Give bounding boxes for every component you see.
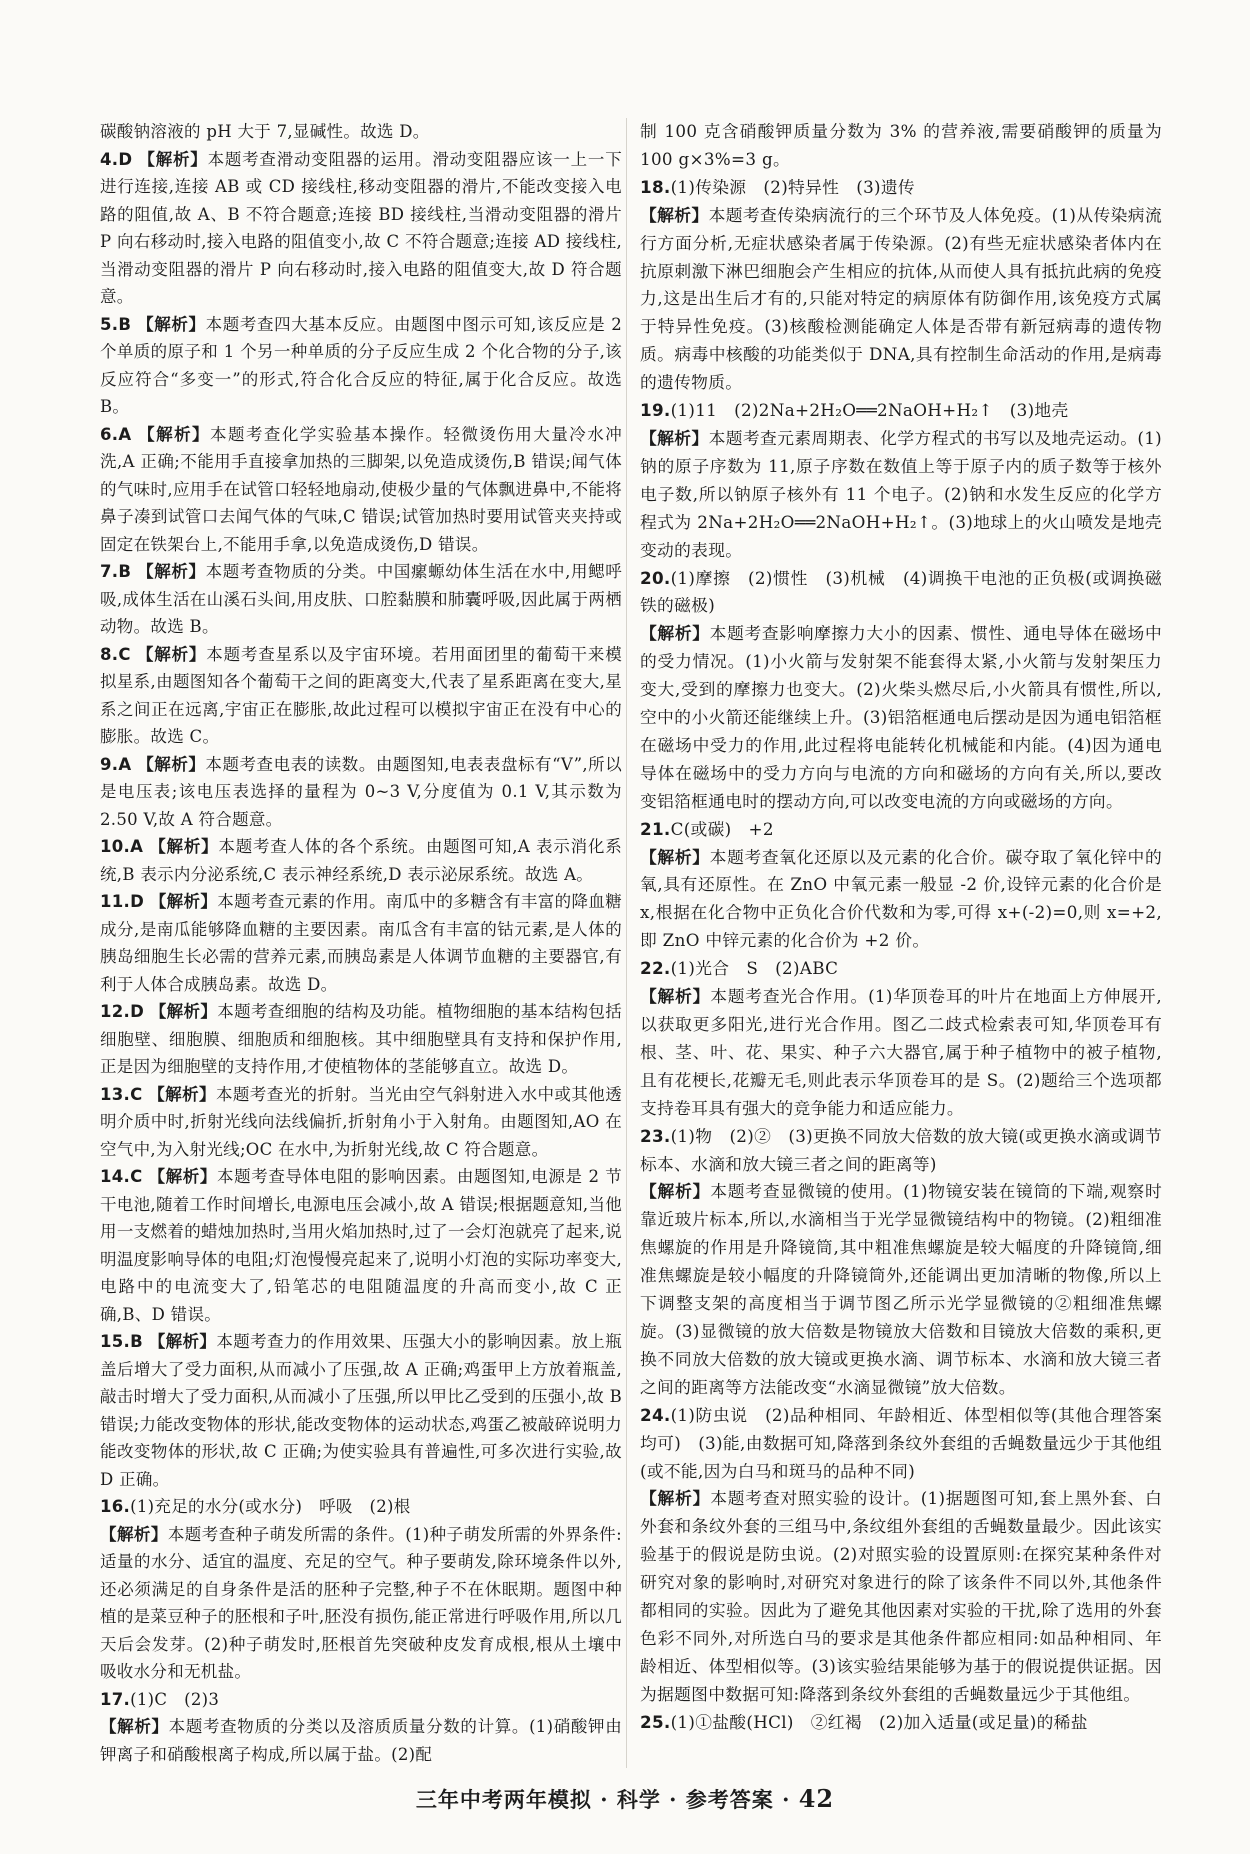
analysis-text: 本题考查物质的分类以及溶质质量分数的计算。(1)硝酸钾由钾离子和硝酸根离子构成,所以属于盐。(2)配	[100, 1717, 622, 1764]
question-number: 10.	[100, 837, 131, 856]
answer-entry	[100, 1493, 622, 1686]
answer-value: D	[118, 149, 133, 169]
page-footer	[0, 1784, 1250, 1814]
question-number: 12.	[100, 1002, 131, 1021]
answer-entry	[640, 174, 1162, 397]
column-divider	[626, 118, 627, 1768]
answer-value: A	[118, 754, 132, 774]
answer-entry	[100, 1328, 622, 1493]
answer-entry	[100, 146, 622, 311]
analysis-text: 本题考查元素的作用。南瓜中的多糖含有丰富的降血糖成分,是南瓜能够降血糖的主要因素。南瓜含有丰富的钴元素,是人体的胰岛细胞生长必需的营养元素,而胰岛素是人体调节血糖的主要器官,有利于人体合成胰岛素。故选 D。	[100, 892, 623, 994]
answer-value: (1)物 (2)② (3)更换不同放大倍数的放大镜(或更换水滴或调节标本、水滴和放大镜三者之间的距离等)	[640, 1125, 1162, 1174]
analysis-tag: 【解析】	[148, 1167, 217, 1186]
page-number: 42	[798, 1784, 835, 1813]
answer-value: A	[118, 424, 132, 444]
question-number: 23.	[640, 1125, 671, 1146]
question-number: 18.	[640, 176, 671, 197]
question-number: 19.	[640, 400, 671, 421]
analysis-text: 本题考查影响摩擦力大小的因素、惯性、通电导体在磁场中的受力情况。(1)小火箭与发射架不能套得太紧,小火箭与发射架压力变大,受到的摩擦力也变大。(2)火柴头燃尽后,小火箭具有惯性,所以,空中的小火箭还能继续上升。(3)铝箔框通电后摆动是因为通电铝箔框在磁场中受力的作用,此过程将电能转化机械能和内能。(4)因为通电导体在磁场中的受力方向与电流的方向和磁场的方向有关,所以,要改变铝箔框通电时的摆动方向,可以改变电流的方向或磁场的方向。	[640, 623, 1162, 811]
answer-value: A	[130, 837, 144, 856]
answer-entry	[100, 833, 622, 888]
question-number: 5.	[100, 314, 119, 334]
analysis-text: 本题考查显微镜的使用。(1)物镜安装在镜筒的下端,观察时靠近玻片标本,所以,水滴相当于光学显微镜结构中的物镜。(2)粗细准焦螺旋的作用是升降镜筒,其中粗准焦螺旋是较大幅度的升降镜筒,细准焦螺旋是较小幅度的升降镜筒外,还能调出更加清晰的物像,所以上下调整支架的高度相当于调节图乙所示光学显微镜的②粗细准焦螺旋。(3)显微镜的放大倍数是物镜放大倍数和目镜放大倍数的乘积,更换不同放大倍数的放大镜或更换水滴、调节标本、水滴和放大镜三者之间的距离等方法能改变“水滴显微镜”放大倍数。	[640, 1181, 1163, 1397]
answer-value: C(或碳) +2	[670, 818, 774, 839]
question-number: 6.	[100, 424, 119, 444]
analysis-tag: 【解析】	[640, 846, 710, 867]
analysis-tag: 【解析】	[640, 427, 709, 448]
question-number: 16.	[100, 1497, 131, 1516]
answer-entry	[640, 397, 1162, 564]
analysis-tag: 【解析】	[640, 204, 709, 225]
answer-entry	[640, 816, 1162, 956]
answer-entry	[100, 311, 622, 421]
analysis-text: 本题考查氧化还原以及元素的化合价。碳夺取了氧化锌中的氧,具有还原性。在 ZnO 中氧元素一般显 -2 价,设锌元素的化合价是 x,根据在化合物中正负化合价代数和为零,可得 x+(-2)=0,则 x=+2,即 ZnO 中锌元素的化合价为 +2 价。	[640, 846, 1162, 951]
answer-value: (1)11 (2)2Na+2H₂O══2NaOH+H₂↑ (3)地壳	[670, 400, 1069, 421]
analysis-tag: 【解析】	[137, 562, 206, 581]
answer-entry	[640, 1709, 1162, 1737]
analysis-text: 本题考查对照实验的设计。(1)据题图可知,套上黑外套、白外套和条纹外套的三组马中,条纹组外套组的舌蝇数量最少。因此该实验基于的假说是防虫说。(2)对照实验的设置原则:在探究某种条件对研究对象的影响时,对研究对象进行的除了该条件不同以外,其他条件都相同的实验。因此为了避免其他因素对实验的干扰,除了选用的外套色彩不同外,对所选白马的要求是其他条件都应相同:如品种相同、年龄相近、体型相似等。(3)该实验结果能够为基于的假说提供证据。因为据题图中数据可知:降落到条纹外套组的舌蝇数量远少于其他组。	[640, 1488, 1163, 1704]
answer-entry	[640, 118, 1162, 174]
question-number: 21.	[640, 818, 671, 839]
answer-entry	[100, 421, 622, 559]
analysis-text: 本题考查导体电阻的影响因素。由题图知,电源是 2 节干电池,随着工作时间增长,电源电压会减小,故 A 错误;根据题意知,当他用一支燃着的蜡烛加热时,当用火焰加热时,过了一会灯泡就亮了起来,说明温度影响导体的电阻;灯泡慢慢亮起来了,说明小灯泡的实际功率变大,电路中的电流变大了,铅笔芯的电阻随温度的升高而变小,故 C 正确,B、D 错误。	[100, 1167, 622, 1324]
question-number: 25.	[640, 1711, 671, 1732]
analysis-tag: 【解析】	[138, 149, 208, 169]
analysis-tag: 【解析】	[100, 1524, 168, 1544]
analysis-tag: 【解析】	[149, 837, 219, 856]
analysis-tag: 【解析】	[149, 1002, 218, 1021]
answer-value: (1)光合 S (2)ABC	[670, 958, 839, 979]
answer-value: C	[118, 644, 131, 664]
analysis-tag: 【解析】	[148, 1084, 216, 1104]
analysis-text: 本题考查物质的分类。中国瘰螈幼体生活在水中,用鳃呼吸,成体生活在山溪石头间,用皮肤、口腔黏膜和肺囊呼吸,因此属于两栖动物。故选 B。	[100, 562, 623, 636]
question-number: 24.	[640, 1404, 671, 1425]
answer-value: (1)C (2)3	[130, 1689, 220, 1709]
question-number: 20.	[640, 567, 671, 588]
answer-value: (1)防虫说 (2)品种相同、年龄相近、体型相似等(其他合理答案均可) (3)能,由数据可知,降落到条纹外套组的舌蝇数量远少于其他组(或不能,因为白马和斑马的品种不同)	[640, 1404, 1162, 1481]
answer-value: (1)摩擦 (2)惯性 (3)机械 (4)调换干电池的正负极(或调换磁铁的磁极)	[640, 567, 1162, 616]
right-column	[640, 118, 1162, 1737]
footer-title: 三年中考两年模拟 · 科学 · 参考答案 ·	[415, 1787, 791, 1812]
analysis-text: 本题考查星系以及宇宙环境。若用面团里的葡萄干来模拟星系,由题图知各个葡萄干之间的距离变大,代表了星系距离在变大,星系之间正在远离,宇宙正在膨胀,故此过程可以模拟宇宙正在没有中心的膨胀。故选 C。	[100, 644, 623, 746]
answer-value: (1)充足的水分(或水分) 呼吸 (2)根	[130, 1497, 411, 1516]
answer-value: D	[130, 892, 145, 911]
analysis-tag: 【解析】	[138, 424, 211, 444]
answer-value: C	[130, 1167, 143, 1186]
answer-entry	[100, 641, 622, 751]
question-number: 4.	[100, 149, 119, 169]
analysis-tag: 【解析】	[137, 314, 206, 334]
analysis-tag: 【解析】	[137, 754, 206, 774]
answer-value: C	[130, 1084, 143, 1104]
question-number: 13.	[100, 1084, 131, 1104]
question-number: 9.	[100, 754, 119, 774]
analysis-text: 本题考查电表的读数。由题图知,电表表盘标有“V”,所以是电压表;该电压表选择的量程为 0~3 V,分度值为 0.1 V,其示数为 2.50 V,故 A 符合题意。	[100, 754, 623, 829]
answer-entry	[100, 558, 622, 641]
answer-entry	[100, 888, 622, 998]
analysis-text: 本题考查元素周期表、化学方程式的书写以及地壳运动。(1)钠的原子序数为 11,原子序数在数值上等于原子内的质子数等于核外电子数,所以钠原子核外有 11 个电子。(2)钠和水发生反应的化学方程式为 2Na+2H₂O══2NaOH+H₂↑。(3)地球上的火山喷发是地壳变动的表现。	[640, 427, 1162, 560]
question-number: 11.	[100, 892, 131, 911]
question-number: 8.	[100, 644, 119, 664]
analysis-text: 本题考查力的作用效果、压强大小的影响因素。放上瓶盖后增大了受力面积,从而减小了压强,故 A 正确;鸡蛋甲上方放着瓶盖,敲击时增大了受力面积,从而减小了压强,所以甲比乙受到的压强小,故 B 错误;力能改变物体的形状,能改变物体的运动状态,鸡蛋乙被敲碎说明力能改变物体的形状,故 C 正确;为使实验具有普遍性,可多次进行实验,故 D 正确。	[100, 1332, 623, 1489]
answer-entry	[100, 118, 622, 146]
analysis-text: 本题考查光合作用。(1)华顶卷耳的叶片在地面上方伸展开,以获取更多阳光,进行光合作用。图乙二歧式检索表可知,华顶卷耳有根、茎、叶、花、果实、种子六大器官,属于种子植物中的被子植物,且有花梗长,花瓣无毛,则此表示华顶卷耳的是 S。(2)题给三个选项都支持卷耳具有强大的竞争能力和适应能力。	[640, 986, 1163, 1118]
analysis-tag: 【解析】	[640, 623, 710, 644]
analysis-text: 本题考查传染病流行的三个环节及人体免疫。(1)从传染病流行方面分析,无症状感染者属于传染源。(2)有些无症状感染者体内在抗原刺激下淋巴细胞会产生相应的抗体,从而使人具有抵抗此病的免疫力,这是出生后才有的,只能对特定的病原体有防御作用,该免疫方式属于特异性免疫。(3)核酸检测能确定人体是否带有新冠病毒的遗传物质。病毒中核酸的功能类似于 DNA,具有控制生命活动的作用,是病毒的遗传物质。	[640, 204, 1162, 393]
question-number: 14.	[100, 1167, 131, 1186]
analysis-text: 本题考查滑动变阻器的运用。滑动变阻器应该一上一下进行连接,连接 AB 或 CD 接线柱,移动变阻器的滑片,不能改变接入电路的阻值,故 A、B 不符合题意;连接 BD 接线柱,当滑动变阻器的滑片 P 向右移动时,接入电路的阻值变小,故 C 不符合题意;连接 AD 接线柱,当滑动变阻器的滑片 P 向右移动时,接入电路的阻值变大,故 D 符合题意。	[100, 149, 623, 306]
answer-value: (1)传染源 (2)特异性 (3)遗传	[670, 176, 915, 197]
analysis-tag: 【解析】	[640, 986, 711, 1007]
analysis-text: 制 100 克含硝酸钾质量分数为 3% 的营养液,需要硝酸钾的质量为 100 g×3%=3 g。	[640, 121, 1162, 169]
question-number: 15.	[100, 1332, 131, 1351]
answer-entry	[100, 1686, 622, 1769]
question-number: 7.	[100, 562, 119, 581]
analysis-tag: 【解析】	[100, 1717, 169, 1736]
answer-entry	[100, 998, 622, 1081]
answer-entry	[100, 1163, 622, 1328]
left-column	[100, 118, 622, 1768]
analysis-tag: 【解析】	[136, 644, 207, 664]
analysis-tag: 【解析】	[149, 892, 218, 911]
analysis-text: 本题考查人体的各个系统。由题图可知,A 表示消化系统,B 表示内分泌系统,C 表示神经系统,D 表示泌尿系统。故选 A。	[100, 837, 623, 884]
analysis-text: 本题考查细胞的结构及功能。植物细胞的基本结构包括细胞壁、细胞膜、细胞质和细胞核。其中细胞壁具有支持和保护作用,正是因为细胞壁的支持作用,才使植物体的茎能够直立。故选 D。	[100, 1002, 623, 1076]
question-number: 22.	[640, 958, 671, 979]
answer-entry	[100, 751, 622, 834]
analysis-text: 碳酸钠溶液的 pH 大于 7,显碱性。故选 D。	[100, 122, 430, 141]
answer-entry	[640, 955, 1162, 1122]
analysis-text: 本题考查种子萌发所需的条件。(1)种子萌发所需的外界条件:适量的水分、适宜的温度、充足的空气。种子要萌发,除环境条件以外,还必须满足的自身条件是活的胚种子完整,种子不在休眠期。题图中种植的是菜豆种子的胚根和子叶,胚没有损伤,能正常进行呼吸作用,所以几天后会发芽。(2)种子萌发时,胚根首先突破种皮发育成根,根从土壤中吸收水分和无机盐。	[100, 1524, 622, 1681]
answer-value: (1)①盐酸(HCl) ②红褐 (2)加入适量(或足量)的稀盐	[670, 1711, 1088, 1732]
analysis-tag: 【解析】	[640, 1181, 711, 1202]
analysis-text: 本题考查光的折射。当光由空气斜射进入水中或其他透明介质中时,折射光线向法线偏折,折射角小于入射角。由题图知,AO 在空气中,为入射光线;OC 在水中,为折射光线,故 C 符合题意。	[100, 1084, 622, 1159]
answer-entry	[640, 1123, 1162, 1402]
answer-value: B	[118, 314, 132, 334]
analysis-tag: 【解析】	[640, 1488, 711, 1509]
answer-value: D	[130, 1002, 145, 1021]
analysis-text: 本题考查四大基本反应。由题图中图示可知,该反应是 2 个单质的原子和 1 个另一种单质的分子反应生成 2 个化合物的分子,该反应符合“多变一”的形式,符合化合反应的特征,属于化合反应。故选 B。	[100, 314, 622, 416]
answer-value: B	[118, 562, 132, 581]
question-number: 17.	[100, 1689, 131, 1709]
answer-entry	[640, 565, 1162, 816]
analysis-tag: 【解析】	[148, 1332, 217, 1351]
answer-value: B	[130, 1332, 144, 1351]
answer-entry	[640, 1402, 1162, 1709]
analysis-text: 本题考查化学实验基本操作。轻微烫伤用大量冷水冲洗,A 正确;不能用手直接拿加热的三脚架,以免造成烫伤,B 错误;闻气体的气味时,应用手在试管口轻轻地扇动,使极少量的气体飘进鼻中,不能将鼻子凑到试管口去闻气体的气味,C 错误;试管加热时要用试管夹夹持或固定在铁架台上,不能用手拿,以免造成烫伤,D 错误。	[100, 424, 623, 554]
answer-entry	[100, 1081, 622, 1164]
